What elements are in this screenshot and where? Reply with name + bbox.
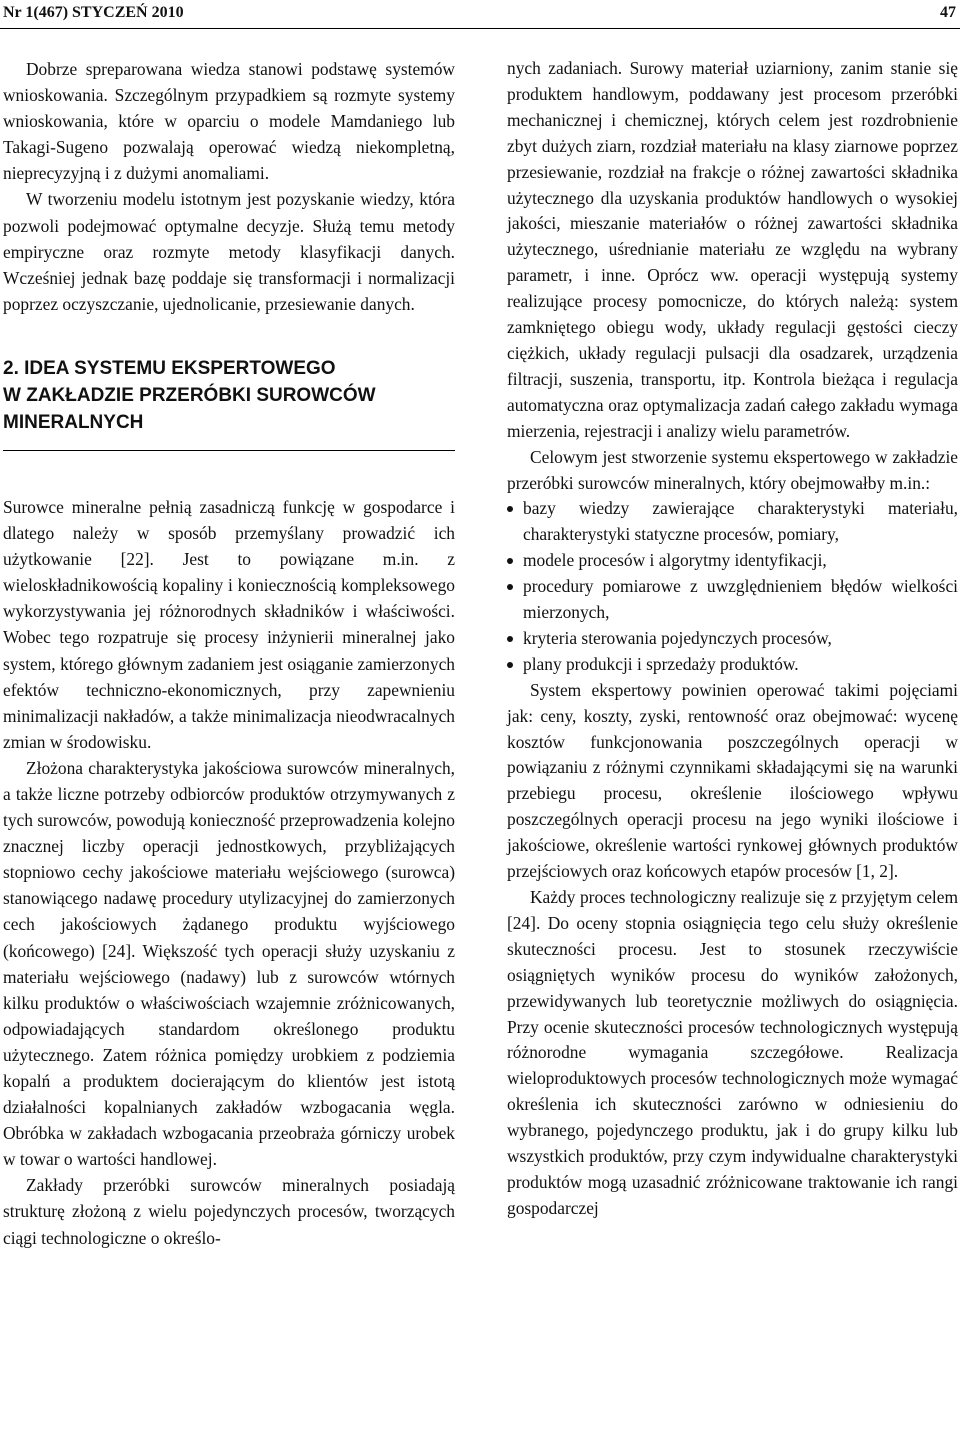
section-heading: [3, 355, 455, 451]
list-item: [507, 548, 958, 574]
list-item: [507, 652, 958, 678]
bullet-icon: [507, 584, 513, 590]
paragraph: Dobrze spreparowana wiedza stanowi podstawę systemów wnioskowania. Szczególnym przypadkiem są rozmyte systemy wnioskowania, które w oparciu o modele Mamdaniego lub Takagi-Sugeno pozwalają operować wiedzą niekompletną, nieprecyzyjną i z dużymi anomaliami.: [3, 59, 455, 184]
list-item: [507, 496, 958, 548]
bullet-icon: [507, 558, 513, 564]
left-column: [3, 56, 455, 1251]
paragraph: System ekspertowy powinien operować takimi pojęciami jak: ceny, koszty, zyski, rentowność oraz obejmować: wycenę kosztów funkcjonowania poszczególnych operacji w powiązaniu z różnymi czynnikami składającymi się na warunki przebiegu procesu, określenie ilościowego wpływu poszczególnych operacji procesu na jego wyniki ilościowe i jakościowe, określenie wartości rynkowej głównych produktów przejściowych oraz końcowych etapów procesów [1, 2].: [507, 679, 958, 882]
paragraph: Zakłady przeróbki surowców mineralnych posiadają strukturę złożoną z wielu pojedynczych procesów, tworzących ciągi technologiczne o określo-: [3, 1175, 455, 1248]
bullet-icon: [507, 636, 513, 642]
running-header: [0, 0, 960, 28]
list-item-text: procedury pomiarowe z uwzględnieniem błędów wielkości mierzonych,: [523, 576, 958, 623]
heading-rule: [3, 450, 455, 451]
bullet-list: [507, 496, 958, 677]
list-item-text: bazy wiedzy zawierające charakterystyki materiału, charakterystyki statyczne procesów, pomiary,: [523, 498, 958, 545]
section-heading-line: 2. IDEA SYSTEMU EKSPERTOWEGO: [3, 357, 336, 379]
bullet-icon: [507, 662, 513, 668]
paragraph: W tworzeniu modelu istotnym jest pozyskanie wiedzy, która pozwoli podejmować optymalne decyzje. Służą temu metody empiryczne oraz rozmyte metody klasyfikacji danych. Wcześniej jednak bazę poddaje się transformacji i normalizacji poprzez oczyszczanie, ujednolicanie, przesiewanie danych.: [3, 189, 455, 314]
list-item: [507, 626, 958, 652]
paragraph: Celowym jest stworzenie systemu ekspertowego w zakładzie przeróbki surowców mineralnych, który obejmowałby m.in.:: [507, 446, 958, 493]
paragraph: nych zadaniach. Surowy materiał uziarniony, zanim stanie się produktem handlowym, poddawany jest procesom przeróbki mechanicznej i chemicznej, których celem jest rozdrobnienie zbyt dużych ziarn, rozdział materiału na klasy ziarnowe poprzez przesiewanie, rozdział na frakcje o różnej zawartości składnika użytecznego dla uzyskania produktów handlowych o wysokiej jakości, mieszanie materiałów o różnej zawartości składnika użytecznego, uśrednianie materiału ze względu na wybrany parametr, i inne. Oprócz ww. operacji występują systemy realizujące procesy pomocnicze, do których należą: system zamkniętego obiegu wody, układy regulacji gęstości cieczy ciężkich, układy regulacji pulsacji dla osadzarek, urządzenia filtracji, suszenia, transportu, itp. Kontrola bieżąca i regulacja automatyczna oraz optymalizacja zadań całego zakładu wymaga mierzenia, rejestracji i analizy wielu parametrów.: [507, 58, 958, 441]
bullet-icon: [507, 506, 513, 512]
page-number: 47: [940, 4, 956, 21]
section-heading-line: W ZAKŁADZIE PRZERÓBKI SUROWCÓW: [3, 384, 376, 406]
paragraph: Złożona charakterystyka jakościowa surowców mineralnych, a także liczne potrzeby odbiorców produktów otrzymywanych z tych surowców, powodują konieczność przeprowadzenia kolejno znacznej liczby operacji jednostkowych, przybliżających stopniowo cechy jakościowe materiału wejściowego (surowca) stanowiącego nadawę procedury utylizacyjnej do zamierzonych cech jakościowych żądanego produktu wyjściowego (końcowego) [24]. Większość tych operacji służy uzyskaniu z materiału wejściowego (nadawy) lub z surowców wtórnych kilku produktów o właściwościach wzajemnie zróżnicowanych, odpowiadających standardom określonego produktu użytecznego. Zatem różnica pomiędzy urobkiem z podziemia kopalń a produktem docierającym do klientów jest istotą działalności kopalnianych zakładów wzbogacania węgla. Obróbka w zakładach wzbogacania przeobraża górniczy urobek w towar o wartości handlowej.: [3, 757, 455, 1170]
list-item-text: modele procesów i algorytmy identyfikacji,: [523, 550, 827, 571]
list-item-text: kryteria sterowania pojedynczych procesów,: [523, 627, 832, 648]
right-column: [507, 56, 958, 1222]
section-heading-line: MINERALNYCH: [3, 411, 144, 433]
paragraph: Surowce mineralne pełnią zasadniczą funkcję w gospodarce i dlatego należy w sposób przemyślany prowadzić ich użytkowanie [22]. Jest to powiązane m.in. z wieloskładnikowością kopaliny i koniecznością kompleksowego wykorzystywania jej różnorodnych składników i właściwości. Wobec tego rozpatruje się procesy inżynierii mineralnej jako system, którego głównym zadaniem jest osiąganie zamierzonych efektów techniczno-ekonomicznych, przy zapewnieniu minimalizacji nakładów, a także minimalizacja nieodwracalnych zmian w środowisku.: [3, 496, 455, 752]
list-item: [507, 574, 958, 626]
issue-label: Nr 1(467) STYCZEŃ 2010: [3, 4, 184, 21]
list-item-text: plany produkcji i sprzedaży produktów.: [523, 653, 799, 674]
header-rule: [0, 28, 960, 29]
paragraph: Każdy proces technologiczny realizuje się z przyjętym celem [24]. Do oceny stopnia osiągnięcia tego celu służy określenie skuteczności procesu. Jest to stosunek rzeczywiście osiągniętych wyników procesu do wyników założonych, przewidywanych lub teoretycznie możliwych do osiągnięcia. Przy ocenie skuteczności procesów technologicznych występują różnorodne wymagania szczegółowe. Realizacja wieloproduktowych procesów technologicznych może wymagać określenia ich skuteczności zarówno w odniesieniu do wybranego, pojedynczego produktu, jak i do grupy kilku lub wszystkich produktów, przy czym indywidualne charakterystyki produktów mogą uzasadnić zróżnicowane traktowanie ich rangi gospodarczej: [507, 887, 958, 1218]
